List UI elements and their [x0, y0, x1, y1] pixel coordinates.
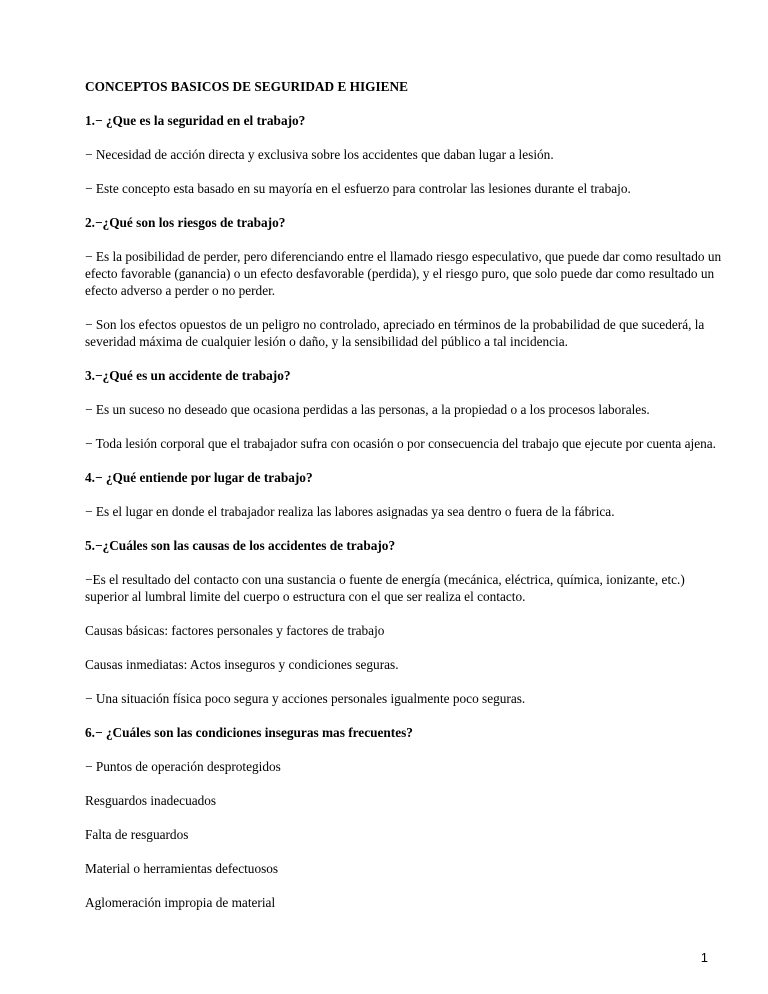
section-paragraph: −Es el resultado del contacto con una sustancia o fuente de energía (mecánica, eléctrica, química, ionizante, etc.) superior al lumbral limite del cuerpo o estructura con el que ser realiza el contacto.	[85, 572, 685, 604]
section-paragraph: Aglomeración impropia de material	[85, 895, 276, 910]
page-number: 1	[700, 950, 708, 965]
section-paragraph: − Son los efectos opuestos de un peligro no controlado, apreciado en términos de la probabilidad de que sucederá, la severidad máxima de cualquier lesión o daño, y la sensibilidad del público a tal incidencia.	[85, 317, 705, 349]
section-question: 1.− ¿Que es la seguridad en el trabajo?	[85, 113, 306, 128]
section-paragraph: − Es el lugar en donde el trabajador realiza las labores asignadas ya sea dentro o fuera de la fábrica.	[85, 504, 615, 519]
section-paragraph: − Una situación física poco segura y acciones personales igualmente poco seguras.	[85, 691, 526, 706]
section-2	[85, 214, 725, 350]
section-paragraph: Causas básicas: factores personales y factores de trabajo	[85, 623, 385, 638]
section-paragraph: Resguardos inadecuados	[85, 793, 217, 808]
section-question: 2.−¿Qué son los riesgos de trabajo?	[85, 215, 286, 230]
section-paragraph: − Necesidad de acción directa y exclusiva sobre los accidentes que daban lugar a lesión.	[85, 147, 554, 162]
section-paragraph: − Puntos de operación desprotegidos	[85, 759, 281, 774]
section-6	[85, 724, 725, 911]
section-paragraph: − Es un suceso no deseado que ocasiona perdidas a las personas, a la propiedad o a los procesos laborales.	[85, 402, 650, 417]
document-body	[85, 78, 725, 928]
section-paragraph: − Este concepto esta basado en su mayoría en el esfuerzo para controlar las lesiones durante el trabajo.	[85, 181, 631, 196]
section-5	[85, 537, 725, 707]
section-question: 3.−¿Qué es un accidente de trabajo?	[85, 368, 291, 383]
section-paragraph: − Toda lesión corporal que el trabajador sufra con ocasión o por consecuencia del trabajo que ejecute por cuenta ajena.	[85, 436, 717, 451]
section-question: 5.−¿Cuáles son las causas de los accidentes de trabajo?	[85, 538, 396, 553]
section-1	[85, 112, 725, 197]
section-paragraph: − Es la posibilidad de perder, pero diferenciando entre el llamado riesgo especulativo, que puede dar como resultado un efecto favorable (ganancia) o un efecto desfavorable (perdida), y el riesgo puro, que solo puede dar como resultado un efecto adverso a perder o no perder.	[85, 249, 722, 298]
section-question: 6.− ¿Cuáles son las condiciones inseguras mas frecuentes?	[85, 725, 413, 740]
section-3	[85, 367, 725, 452]
section-paragraph: Falta de resguardos	[85, 827, 189, 842]
document-title: CONCEPTOS BASICOS DE SEGURIDAD E HIGIENE	[85, 79, 409, 94]
section-4	[85, 469, 725, 520]
section-paragraph: Causas inmediatas: Actos inseguros y condiciones seguras.	[85, 657, 399, 672]
section-question: 4.− ¿Qué entiende por lugar de trabajo?	[85, 470, 313, 485]
section-paragraph: Material o herramientas defectuosos	[85, 861, 279, 876]
